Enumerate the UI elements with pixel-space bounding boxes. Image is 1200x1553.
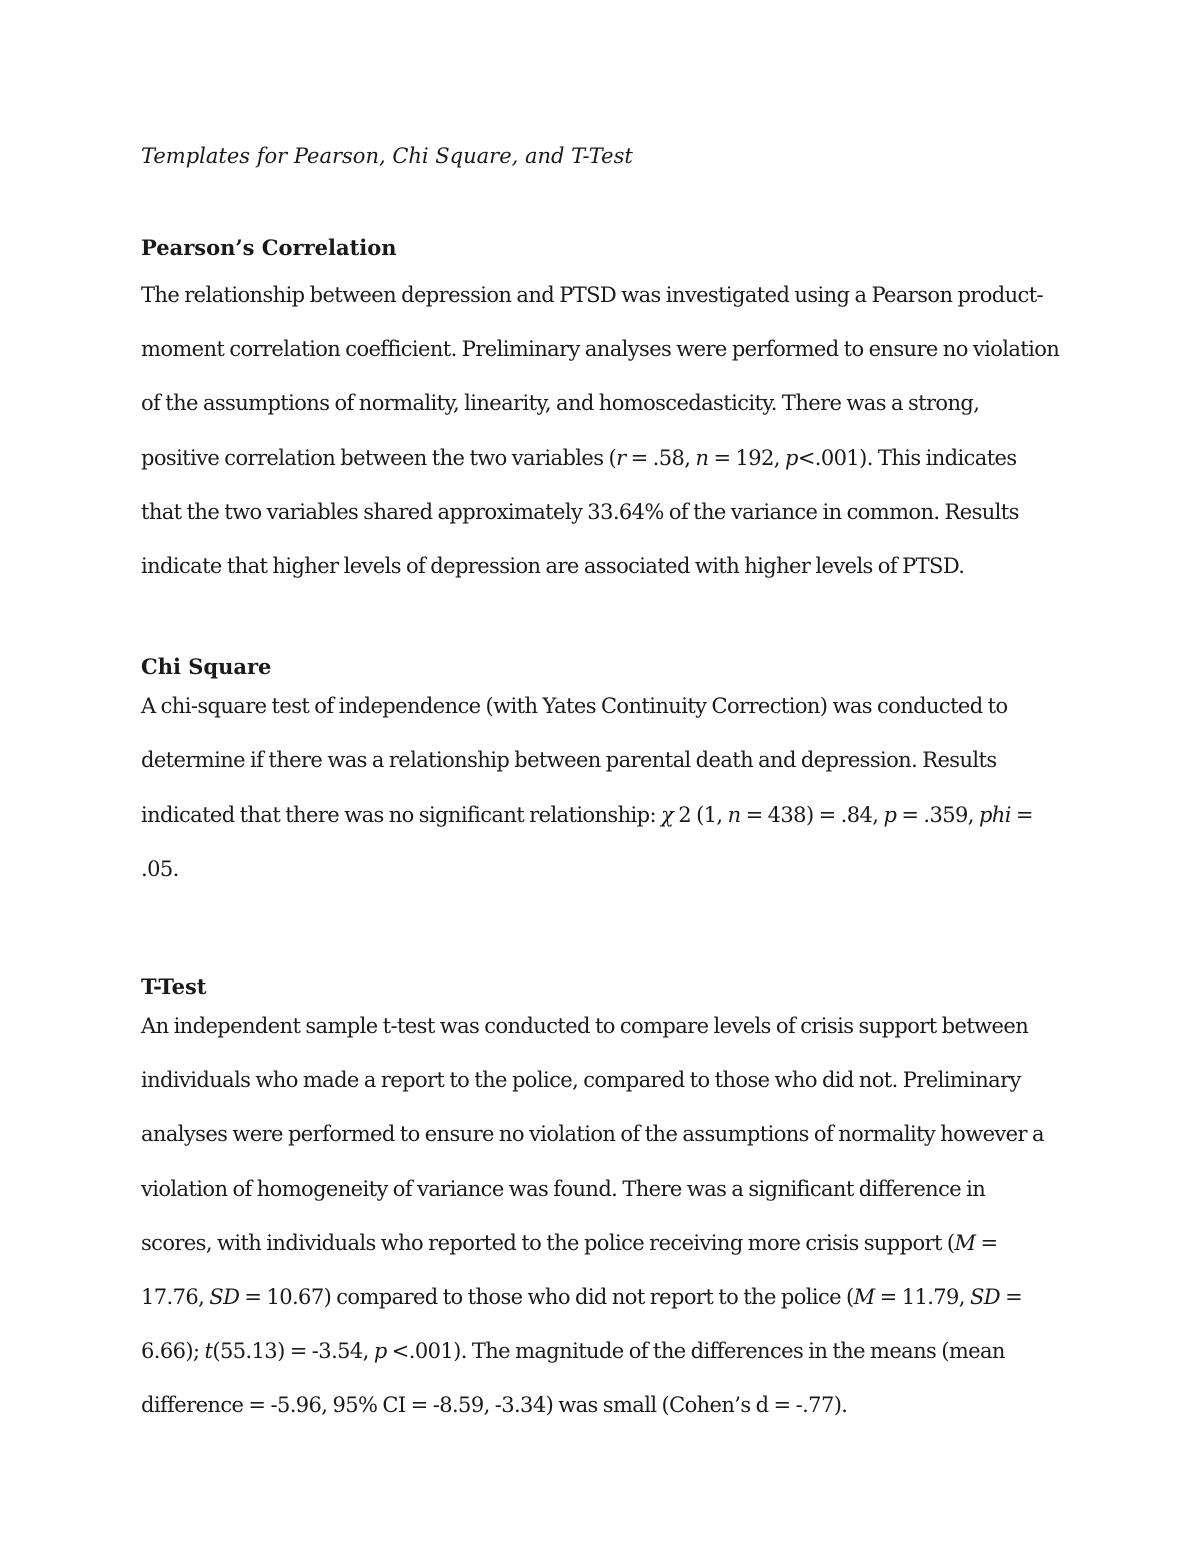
ttest-text: = 17.76, bbox=[141, 1230, 998, 1310]
ttest-heading: T-Test bbox=[141, 974, 207, 1000]
ttest-paragraph bbox=[141, 999, 1061, 1433]
pearson-text: = 192, bbox=[708, 445, 785, 470]
ttest-text: = 6.66); bbox=[141, 1285, 1023, 1364]
chi-square-text: A chi-square test of independence (with Yates Continuity Correction) was conducted to determine if there was a relationship between parental death and depression. Results indicated that there was no significant relationship: bbox=[141, 694, 1008, 827]
pearson-p-symbol: p bbox=[784, 445, 798, 470]
ttest-sd2-symbol: SD bbox=[969, 1285, 1000, 1310]
pearson-text: <.001). This indicates that the two variables shared approximately 33.64% of the variance in common. Results indicate that higher levels of depression are associated with higher levels of PTSD. bbox=[141, 445, 1019, 579]
pearson-heading: Pearson’s Correlation bbox=[141, 235, 397, 260]
chi-square-text: 2 (1, bbox=[673, 802, 728, 827]
pearson-r-symbol: r bbox=[616, 445, 626, 470]
chi-square-text: = .359, bbox=[896, 802, 979, 827]
chi-square-heading: Chi Square bbox=[141, 654, 272, 680]
ttest-p-symbol: p bbox=[373, 1339, 387, 1364]
chi-square-paragraph bbox=[141, 679, 1061, 896]
document-body bbox=[141, 140, 1061, 1433]
pearson-text: = .58, bbox=[625, 445, 696, 470]
ttest-m1-symbol: M bbox=[954, 1230, 976, 1255]
ttest-sd1-symbol: SD bbox=[209, 1285, 240, 1310]
chi-phi-symbol: phi bbox=[978, 802, 1011, 827]
chi-p-symbol: p bbox=[883, 802, 897, 827]
ttest-text: = 10.67) compared to those who did not report to the police ( bbox=[239, 1285, 854, 1310]
chi-square-text: = 438) = .84, bbox=[740, 802, 884, 827]
chi-symbol: χ bbox=[661, 802, 674, 827]
pearson-paragraph bbox=[141, 268, 1061, 593]
pearson-text: The relationship between depression and PTSD was investigated using a Pearson product-moment correlation coefficient. Preliminary analyses were performed to ensure no violation of the assumptions of normality, linearity, and homoscedasticity. There was a strong, positive correlation between the two variables ( bbox=[141, 283, 1060, 470]
ttest-m2-symbol: M bbox=[853, 1285, 875, 1310]
chi-square-text: = .05. bbox=[141, 802, 1033, 881]
ttest-text: = 11.79, bbox=[874, 1285, 970, 1310]
ttest-text: An independent sample t-test was conducted to compare levels of crisis support between individuals who made a report to the police, compared to those who did not. Preliminary analyses were performed to ensure no violation of the assumptions of normality however a violation of homogeneity of variance was found. There was a significant difference in scores, with individuals who reported to the police receiving more crisis support ( bbox=[141, 1014, 1044, 1255]
chi-n-symbol: n bbox=[727, 802, 741, 827]
pearson-n-symbol: n bbox=[695, 445, 709, 470]
ttest-text: (55.13) = -3.54, bbox=[212, 1339, 374, 1364]
document-title: Templates for Pearson, Chi Square, and T-Test bbox=[141, 144, 633, 168]
ttest-t-symbol: t bbox=[204, 1339, 213, 1364]
ttest-text: <.001). The magnitude of the differences in the means (mean difference = -5.96, 95% CI = -8.59, -3.34) was small (Cohen’s d = -.77). bbox=[141, 1339, 1005, 1418]
